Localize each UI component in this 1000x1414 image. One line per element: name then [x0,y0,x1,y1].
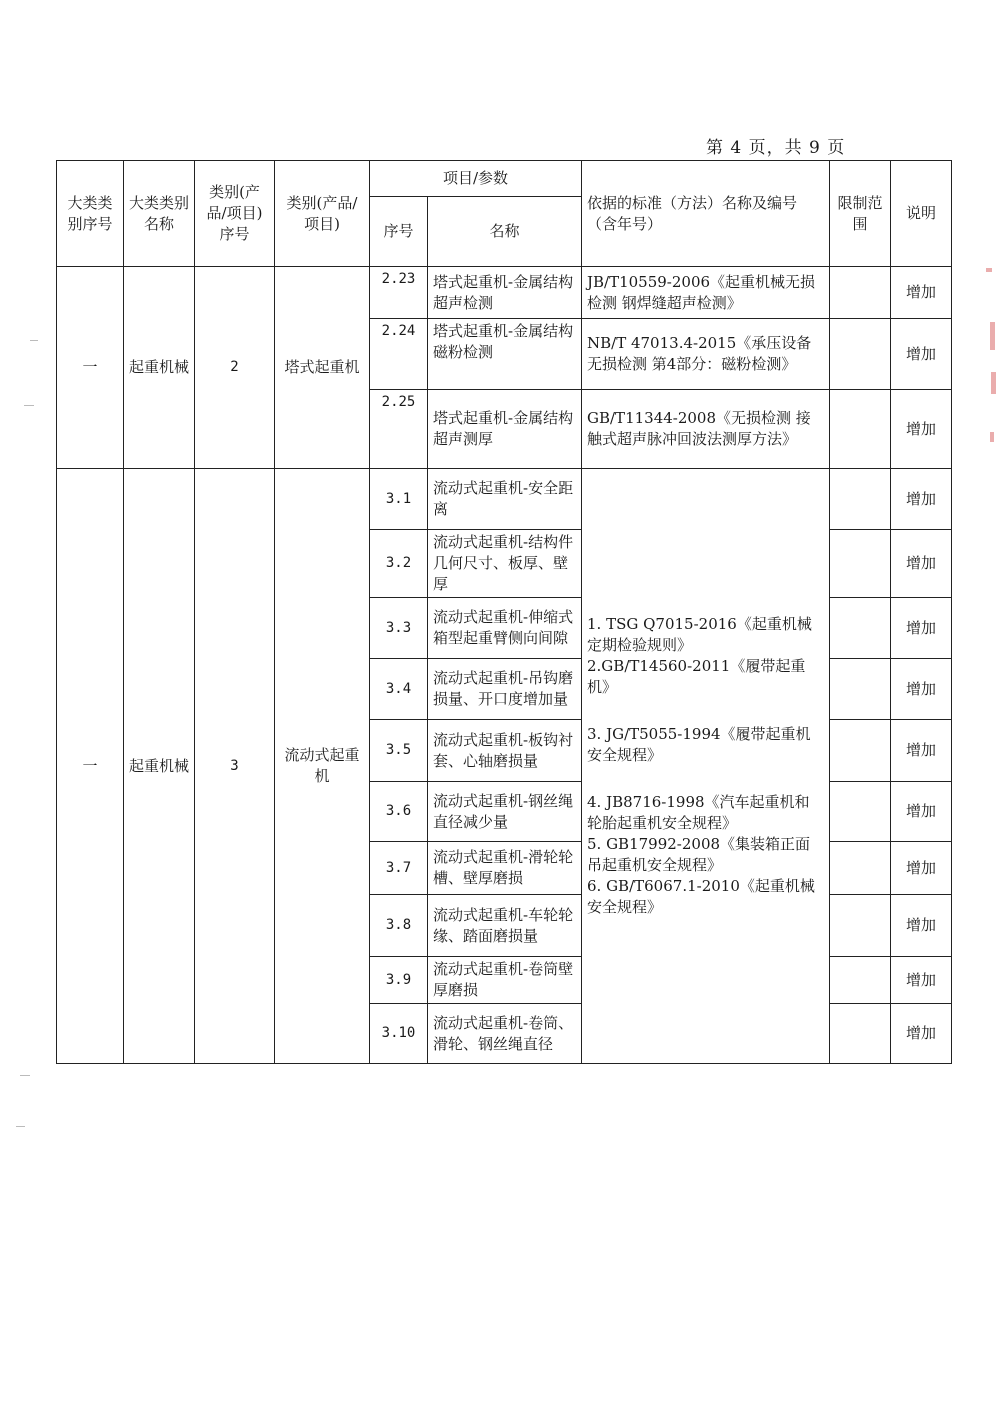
header-standard: 依据的标准（方法）名称及编号（含年号） [582,161,830,267]
group-tower-crane [57,267,952,469]
limit-cell [830,895,891,957]
item-seq-cell: 2.25 [370,390,428,469]
item-seq-cell: 3.9 [370,957,428,1004]
item-name-cell: 流动式起重机-吊钩磨损量、开口度增加量 [428,659,582,720]
standard-item: 2.GB/T14560-2011《履带起重机》 [587,657,806,696]
standard-item: 6. GB/T6067.1-2010《起重机械安全规程》 [587,877,815,916]
group-mobile-crane [57,469,952,1064]
category-name-cell: 塔式起重机 [275,267,370,469]
note-cell: 增加 [891,598,952,659]
scan-speck [20,1075,30,1076]
standard-cell: GB/T11344-2008《无损检测 接触式超声脉冲回波法测厚方法》 [582,390,830,469]
major-name-cell: 起重机械 [124,469,195,1064]
item-seq-cell: 3.7 [370,842,428,895]
header-limit: 限制范围 [830,161,891,267]
standards-list-cell [582,469,830,1064]
category-seq-cell: 2 [195,267,275,469]
item-name-cell: 流动式起重机-板钩衬套、心轴磨损量 [428,720,582,782]
note-cell: 增加 [891,842,952,895]
scan-speck [16,1126,25,1127]
limit-cell [830,598,891,659]
item-seq-cell: 3.2 [370,530,428,598]
note-cell: 增加 [891,659,952,720]
scan-mark [990,322,995,350]
item-name-cell: 流动式起重机-车轮轮缘、踏面磨损量 [428,895,582,957]
item-name-cell: 流动式起重机-卷筒壁厚磨损 [428,957,582,1004]
qualification-table [56,160,952,1064]
item-name-cell: 流动式起重机-结构件几何尺寸、板厚、壁厚 [428,530,582,598]
note-cell: 增加 [891,1004,952,1064]
header-item-name: 名称 [428,197,582,267]
standard-item: 1. TSG Q7015-2016《起重机械定期检验规则》 [587,615,812,654]
header-category-seq: 类别(产品/项目)序号 [195,161,275,267]
standard-item: 4. JB8716-1998《汽车起重机和轮胎起重机安全规程》 [587,793,810,832]
item-name-cell: 流动式起重机-安全距离 [428,469,582,530]
major-seq-cell: 一 [57,469,124,1064]
item-seq-cell: 3.10 [370,1004,428,1064]
item-seq-cell: 3.6 [370,782,428,842]
note-cell: 增加 [891,469,952,530]
limit-cell [830,957,891,1004]
item-name-cell: 塔式起重机-金属结构超声检测 [428,267,582,319]
limit-cell [830,842,891,895]
item-seq-cell: 2.24 [370,319,428,390]
item-seq-cell: 3.4 [370,659,428,720]
scan-mark [986,268,992,272]
limit-cell [830,530,891,598]
note-cell: 增加 [891,895,952,957]
item-seq-cell: 3.8 [370,895,428,957]
header-note: 说明 [891,161,952,267]
standard-cell: NB/T 47013.4-2015《承压设备无损检测 第4部分：磁粉检测》 [582,319,830,390]
scan-speck [30,340,38,341]
item-name-cell: 流动式起重机-伸缩式箱型起重臂侧向间隙 [428,598,582,659]
scan-mark [991,372,996,394]
header-major-seq: 大类类别序号 [57,161,124,267]
standard-cell: JB/T10559-2006《起重机械无损检测 钢焊缝超声检测》 [582,267,830,319]
header-item-seq: 序号 [370,197,428,267]
category-name-cell: 流动式起重机 [275,469,370,1064]
item-seq-cell: 2.23 [370,267,428,319]
item-name-cell: 流动式起重机-滑轮轮槽、壁厚磨损 [428,842,582,895]
note-cell: 增加 [891,530,952,598]
header-major-name: 大类类别名称 [124,161,195,267]
note-cell: 增加 [891,267,952,319]
item-seq-cell: 3.1 [370,469,428,530]
major-name-cell: 起重机械 [124,267,195,469]
scan-speck [24,405,34,406]
limit-cell [830,720,891,782]
item-seq-cell: 3.3 [370,598,428,659]
table-row [57,267,952,319]
limit-cell [830,1004,891,1064]
scan-mark [990,432,994,442]
note-cell: 增加 [891,319,952,390]
note-cell: 增加 [891,782,952,842]
limit-cell [830,469,891,530]
note-cell: 增加 [891,957,952,1004]
standard-item: 3. JG/T5055-1994《履带起重机安全规程》 [587,725,811,764]
page-number: 第 4 页，共 9 页 [706,138,846,158]
item-name-cell: 流动式起重机-钢丝绳直径减少量 [428,782,582,842]
header-item-group: 项目/参数 [370,161,582,197]
item-name-cell: 塔式起重机-金属结构超声测厚 [428,390,582,469]
category-seq-cell: 3 [195,469,275,1064]
item-name-cell: 塔式起重机-金属结构磁粉检测 [428,319,582,390]
item-seq-cell: 3.5 [370,720,428,782]
header-category-name: 类别(产品/项目) [275,161,370,267]
limit-cell [830,390,891,469]
major-seq-cell: 一 [57,267,124,469]
note-cell: 增加 [891,390,952,469]
note-cell: 增加 [891,720,952,782]
item-name-cell: 流动式起重机-卷筒、滑轮、钢丝绳直径 [428,1004,582,1064]
limit-cell [830,659,891,720]
standard-item: 5. GB17992-2008《集装箱正面吊起重机安全规程》 [587,835,811,874]
table-row [57,469,952,530]
limit-cell [830,319,891,390]
limit-cell [830,267,891,319]
limit-cell [830,782,891,842]
